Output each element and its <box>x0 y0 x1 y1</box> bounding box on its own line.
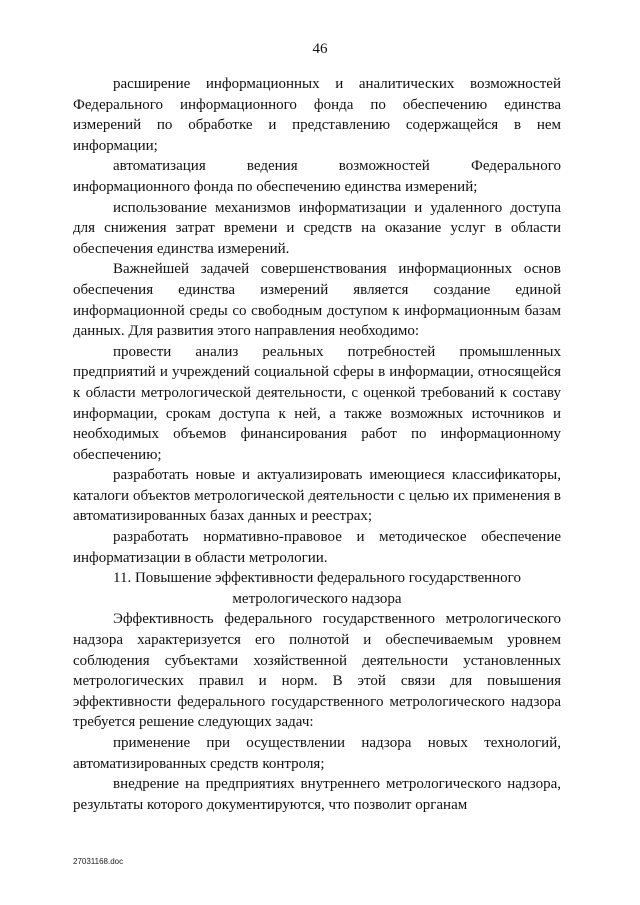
section-heading-line-2: метрологического надзора <box>232 590 402 607</box>
paragraph: автоматизация ведения возможностей Федерального информационного фонда по обеспечению единства измерений; <box>73 158 561 195</box>
paragraph: применение при осуществлении надзора новых технологий, автоматизированных средств контроля; <box>73 735 561 772</box>
footer-filename: 27031168.doc <box>73 857 124 866</box>
section-heading-line-1: 11. Повышение эффективности федерального государственного <box>113 570 521 587</box>
paragraph: разработать нормативно-правовое и методическое обеспечение информатизации в области метрологии. <box>73 529 561 566</box>
paragraph: использование механизмов информатизации и удаленного доступа для снижения затрат времени и средств на оказание услуг в области обеспечения единства измерений. <box>73 199 561 257</box>
paragraph: провести анализ реальных потребностей промышленных предприятий и учреждений социальной сферы в информации, относящейся к области метрологической деятельности, с оценкой требований к составу информации, срокам доступа к ней, а также возможных источников и необходимых объемов финансирования работ по информационному обеспечению; <box>73 343 561 463</box>
paragraph: Эффективность федерального государственного метрологического надзора характеризуется его полнотой и обеспечиваемым уровнем соблюдения субъектами хозяйственной деятельности установленных метрологических правил и норм. В этой связи для повышения эффективности федерального государственного метрологического надзора требуется решение следующих задач: <box>73 611 561 731</box>
section-heading <box>73 568 561 609</box>
paragraph: внедрение на предприятиях внутреннего метрологического надзора, результаты которого документируются, что позволит органам <box>73 776 561 813</box>
document-body <box>73 74 561 815</box>
paragraph: расширение информационных и аналитических возможностей Федерального информационного фонда по обеспечению единства измерений по обработке и представлению содержащейся в нем информации; <box>73 76 561 154</box>
paragraph: разработать новые и актуализировать имеющиеся классификаторы, каталоги объектов метрологической деятельности с целью их применения в автоматизированных базах данных и реестрах; <box>73 467 561 525</box>
page-number: 46 <box>312 41 328 57</box>
paragraph: Важнейшей задачей совершенствования информационных основ обеспечения единства измерений является создание единой информационной среды со свободным доступом к информационным базам данных. Для развития этого направления необходимо: <box>73 261 561 340</box>
